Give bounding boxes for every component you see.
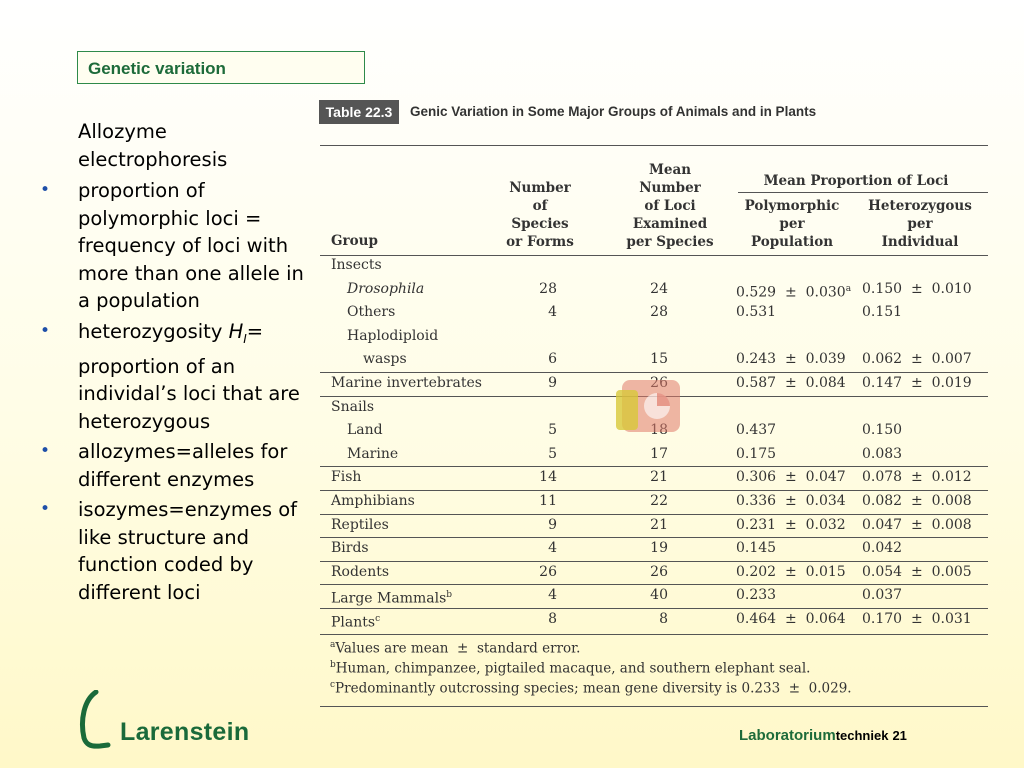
table-cell-heterozygous: 0.170 ± 0.031 — [862, 611, 972, 627]
table-cell-heterozygous: 0.150 — [862, 422, 903, 439]
bullet-text: heterozygosity — [78, 319, 229, 343]
table-cell-species: 26 — [539, 563, 557, 580]
table-row-group: Others — [347, 304, 396, 321]
table-rule — [320, 255, 988, 256]
header-polymorphic: Polymorphic per Population — [744, 198, 840, 250]
table-cell-loci: 19 — [650, 540, 668, 557]
bullet-item — [40, 496, 320, 606]
table-cell-polymorphic: 0.243 ± 0.039 — [736, 351, 846, 368]
table-cell-heterozygous: 0.054 ± 0.005 — [862, 563, 972, 580]
footer-lab: Laboratorium — [739, 727, 836, 744]
table-cell-species: 4 — [548, 540, 557, 557]
table-cell-polymorphic: 0.464 ± 0.064 — [736, 611, 846, 627]
bullet-text: isozymes=enzymes of like structure and function coded by different loci — [78, 498, 298, 604]
table-rule — [738, 192, 988, 193]
table-rule — [320, 561, 988, 562]
table-label: Table 22.3 — [319, 100, 399, 124]
header-mean-proportion: Mean Proportion of Loci — [763, 173, 949, 189]
larenstein-logo — [74, 690, 254, 752]
table-cell-species: 9 — [548, 516, 557, 533]
table-cell-species: 8 — [548, 611, 557, 627]
table-cell-species: 14 — [539, 469, 557, 486]
table-cell-loci: 21 — [650, 469, 668, 486]
table-cell-heterozygous: 0.047 ± 0.008 — [862, 516, 972, 533]
table-cell-species: 9 — [548, 375, 557, 391]
bullet-item — [40, 438, 320, 493]
bullet-text: = proportion of an individal’s loci that are heterozygous — [78, 319, 300, 433]
page-number: 21 — [892, 728, 907, 743]
table-cell-polymorphic: 0.336 ± 0.034 — [736, 493, 846, 509]
table-cell-heterozygous: 0.150 ± 0.010 — [862, 280, 972, 297]
table-rule — [320, 145, 988, 146]
table-row-group: wasps — [363, 351, 407, 368]
slide-footer — [739, 727, 907, 745]
table-cell-heterozygous: 0.078 ± 0.012 — [862, 469, 972, 486]
header-group: Group — [331, 233, 378, 249]
table-row-group: Large Mammals$^b$ — [331, 590, 453, 608]
bullet-text: proportion of polymorphic loci = frequency of loci with more than one allele in a population — [78, 179, 304, 312]
table-footnote: $^b$Human, chimpanzee, pigtailed macaque, and southern elephant seal. — [330, 659, 811, 677]
table-footnote: $^c$Predominantly outcrossing species; mean gene diversity is 0.233 ± 0.029. — [330, 679, 852, 697]
table-cell-polymorphic: 0.233 — [736, 587, 777, 604]
table-cell-heterozygous: 0.147 ± 0.019 — [862, 375, 972, 391]
table-cell-heterozygous: 0.151 — [862, 304, 903, 321]
bullet-dot-icon: • — [40, 499, 51, 520]
table-cell-polymorphic: 0.231 ± 0.032 — [736, 516, 846, 533]
table-cell-polymorphic: 0.175 — [736, 445, 777, 462]
table-cell-heterozygous: 0.037 — [862, 587, 903, 604]
table-row-group: Marine invertebrates — [331, 375, 482, 391]
table-cell-loci: 24 — [650, 280, 668, 297]
table-cell-species: 28 — [539, 280, 557, 297]
table-cell-heterozygous: 0.062 ± 0.007 — [862, 351, 972, 368]
bullet-heading: Allozyme electrophoresis — [78, 120, 228, 171]
table-rule — [320, 608, 988, 609]
table-cell-species: 4 — [548, 304, 557, 321]
table-rule — [320, 537, 988, 538]
slide-bullets — [40, 118, 320, 609]
table-row-group: Birds — [331, 540, 369, 557]
table-rule — [320, 584, 988, 585]
header-heterozygous: Heterozygous per Individual — [868, 198, 972, 250]
table-cell-polymorphic: 0.531 — [736, 304, 777, 321]
table-cell-heterozygous: 0.082 ± 0.008 — [862, 493, 972, 509]
table-row-group: Rodents — [331, 563, 390, 580]
table-row-group: Plants$^c$ — [331, 614, 381, 631]
table-cell-polymorphic: 0.529 ± 0.030$^a$ — [736, 283, 852, 301]
table-cell-loci: 21 — [650, 516, 668, 533]
table-row-group: Snails — [331, 398, 375, 415]
bullet-list — [40, 177, 320, 606]
logo-text: Larenstein — [120, 718, 250, 746]
table-cell-heterozygous: 0.083 — [862, 445, 903, 462]
table-title: Genic Variation in Some Major Groups of Animals and in Plants — [410, 104, 817, 119]
table-rule — [320, 466, 988, 467]
bullet-item — [40, 177, 320, 315]
table-row-group: Fish — [331, 469, 362, 486]
slide-title-box — [77, 51, 365, 84]
header-loci: Mean Number of Loci Examined per Species — [626, 162, 714, 250]
slide-title: Genetic variation — [88, 59, 226, 78]
bullet-dot-icon: • — [40, 441, 51, 462]
table-row-group: Marine — [347, 445, 399, 462]
table-cell-loci: 8 — [659, 611, 668, 627]
table-rule — [320, 634, 988, 635]
table-cell-loci: 28 — [650, 304, 668, 321]
table-row-group: Drosophila — [347, 280, 425, 297]
larenstein-logo-icon — [74, 690, 114, 750]
heterozygosity-symbol: $H_I$ — [228, 319, 247, 346]
table-cell-polymorphic: 0.145 — [736, 540, 777, 557]
table-cell-species: 5 — [548, 422, 557, 439]
table-rule — [320, 514, 988, 515]
table-cell-species: 11 — [539, 493, 557, 509]
table-cell-loci: 15 — [650, 351, 668, 368]
table-row-group: Insects — [331, 257, 382, 273]
bullet-item — [40, 318, 320, 436]
table-row-group: Amphibians — [331, 493, 415, 509]
table-cell-loci: 40 — [650, 587, 668, 604]
header-species: Number of Species or Forms — [506, 180, 574, 250]
table-rule — [320, 706, 988, 707]
table-cell-heterozygous: 0.042 — [862, 540, 903, 557]
footer-tech: techniek — [835, 728, 889, 743]
table-row-group: Haplodiploid — [347, 327, 439, 344]
table-rule — [320, 490, 988, 491]
bullet-text: allozymes=alleles for different enzymes — [78, 440, 288, 491]
table-row-group: Reptiles — [331, 516, 389, 533]
table-cell-polymorphic: 0.202 ± 0.015 — [736, 563, 846, 580]
table-cell-species: 4 — [548, 587, 557, 604]
table-cell-loci: 26 — [650, 563, 668, 580]
table-cell-loci: 17 — [650, 445, 668, 462]
table-cell-species: 5 — [548, 445, 557, 462]
table-cell-polymorphic: 0.587 ± 0.084 — [736, 375, 846, 391]
table-cell-polymorphic: 0.437 — [736, 422, 777, 439]
bullet-dot-icon: • — [40, 320, 51, 341]
bullet-dot-icon: • — [40, 180, 51, 200]
presentation-watermark-icon — [612, 370, 692, 442]
table-footnote: $^a$Values are mean ± standard error. — [330, 639, 581, 657]
table-cell-polymorphic: 0.306 ± 0.047 — [736, 469, 846, 486]
table-cell-loci: 22 — [650, 493, 668, 509]
table-row-group: Land — [347, 422, 383, 439]
table-cell-species: 6 — [548, 351, 557, 368]
